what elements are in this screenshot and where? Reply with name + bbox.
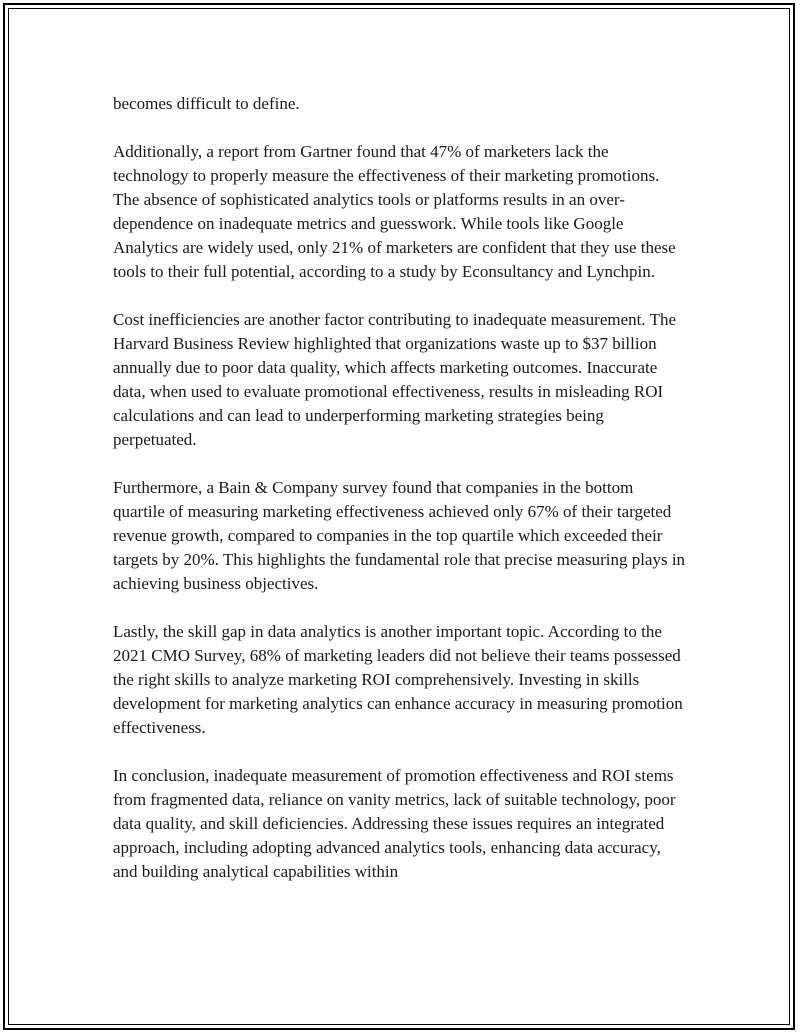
paragraph-conclusion: In conclusion, inadequate measurement of promotion effectiveness and ROI stems from fragmented data, reliance on vanity metrics, lack of suitable technology, poor data quality, and skill deficiencies. Addressing these issues requires an integrated approach, including adopting advanced analytics tools, enhancing data accuracy, and building analytical capabilities within: [113, 766, 676, 881]
paragraph-gartner-report: Additionally, a report from Gartner found that 47% of marketers lack the technology to properly measure the effectiveness of their marketing promotions. The absence of sophisticated analytics tools or platforms results in an over-dependence on inadequate metrics and guesswork. While tools like Google Analytics are widely used, only 21% of marketers are confident that they use these tools to their full potential, according to a study by Econsultancy and Lynchpin.: [113, 142, 676, 281]
paragraph-continuation: becomes difficult to define.: [113, 94, 300, 113]
paragraph-skill-gap: Lastly, the skill gap in data analytics is another important topic. According to the 2021 CMO Survey, 68% of marketing leaders did not believe their teams possessed the right skills to analyze marketing ROI comprehensively. Investing in skills development for marketing analytics can enhance accuracy in measuring promotion effectiveness.: [113, 622, 683, 737]
paragraph-cost-inefficiencies: Cost inefficiencies are another factor contributing to inadequate measurement. The Harvard Business Review highlighted that organizations waste up to $37 billion annually due to poor data quality, which affects marketing outcomes. Inaccurate data, when used to evaluate promotional effectiveness, results in misleading ROI calculations and can lead to underperforming marketing strategies being perpetuated.: [113, 310, 676, 449]
paragraph-bain-survey: Furthermore, a Bain & Company survey found that companies in the bottom quartile of measuring marketing effectiveness achieved only 67% of their targeted revenue growth, compared to companies in the top quartile which exceeded their targets by 20%. This highlights the fundamental role that precise measuring plays in achieving business objectives.: [113, 478, 686, 593]
document-body: [113, 92, 688, 908]
